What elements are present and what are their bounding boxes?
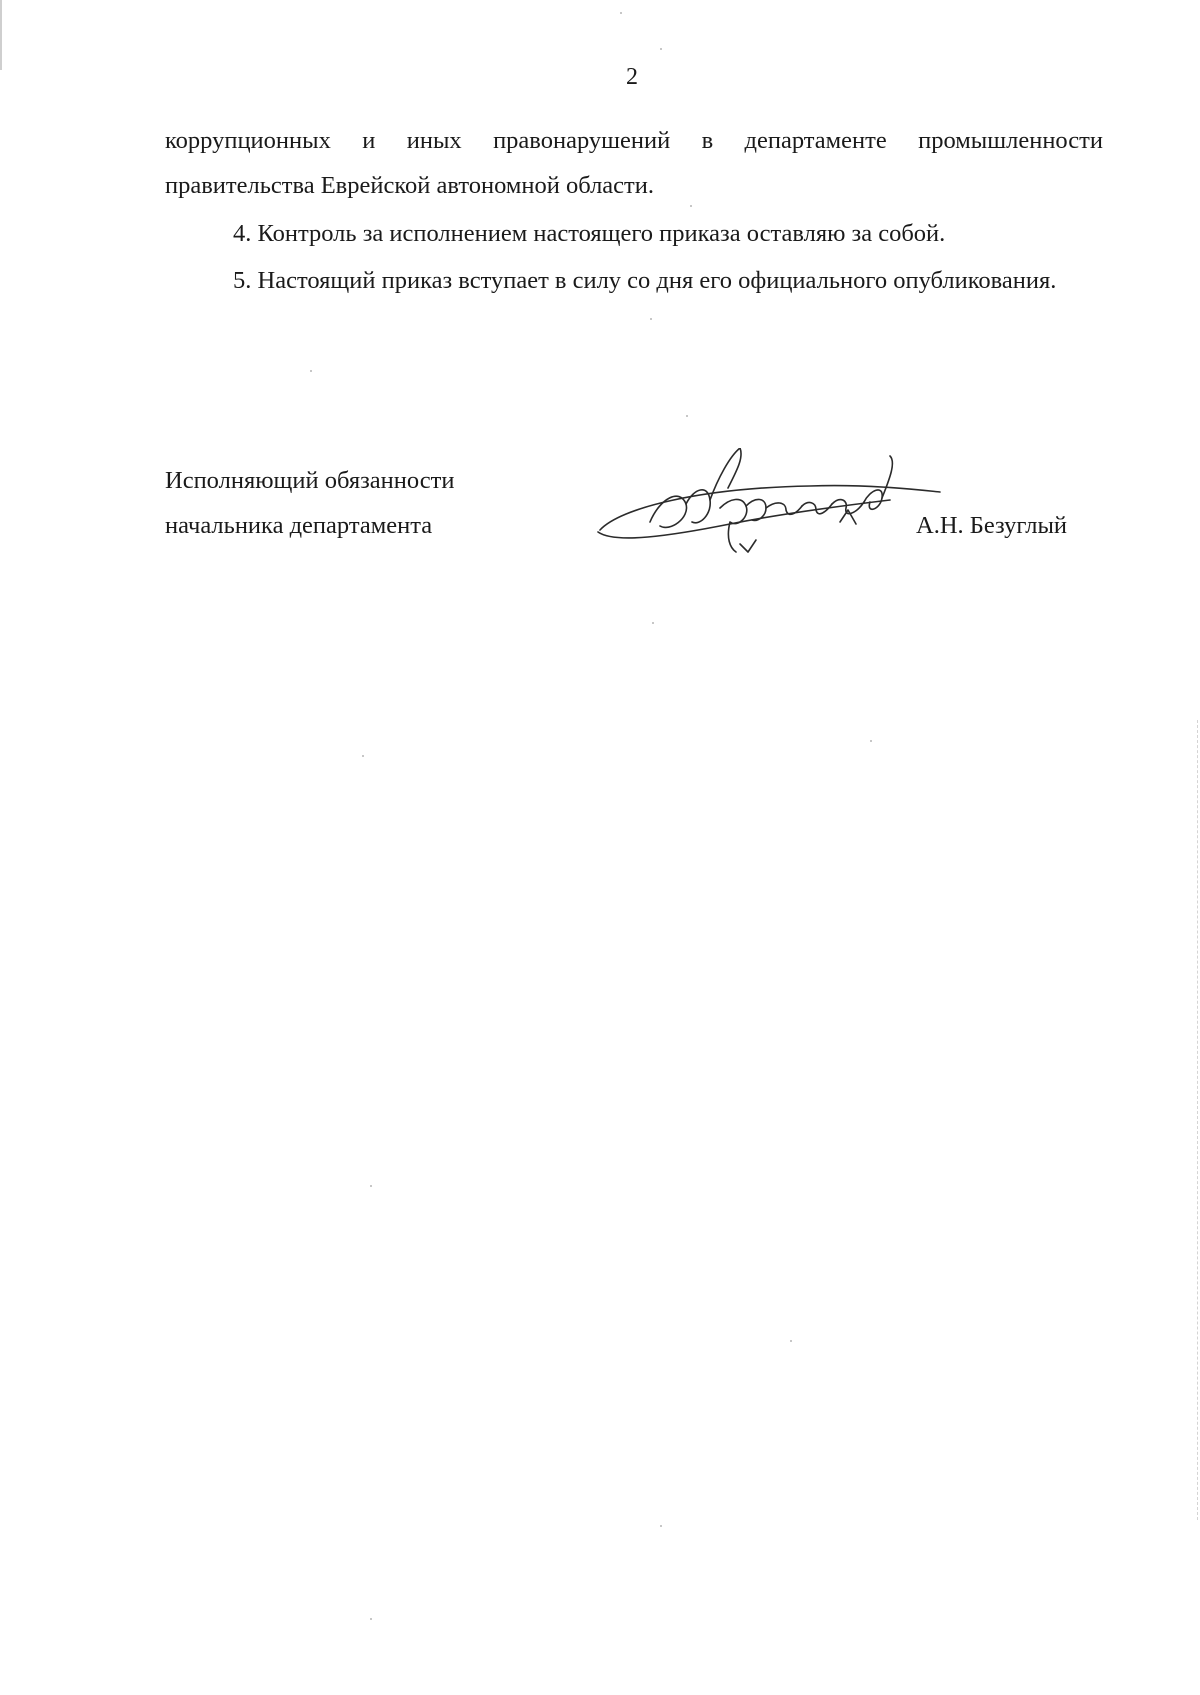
scan-speck — [370, 1185, 372, 1187]
scan-edge-mark — [1197, 720, 1199, 1520]
paragraph-item-5: 5. Настоящий приказ вступает в силу со дня его официального опубликования. — [233, 267, 1057, 294]
handwritten-signature — [590, 448, 950, 558]
paragraph-item-4: 4. Контроль за исполнением настоящего приказа оставляю за собой. — [233, 220, 946, 247]
scan-speck — [362, 755, 364, 757]
scan-speck — [660, 1525, 662, 1527]
scan-speck — [660, 48, 662, 50]
scan-speck — [650, 318, 652, 320]
scan-speck — [370, 1618, 372, 1620]
scan-speck — [790, 1340, 792, 1342]
paragraph-continuation: коррупционных и иных правонарушений в департаменте промышленности правительства Еврейской автономной области. — [165, 127, 1103, 199]
page-number: 2 — [626, 64, 638, 90]
scan-speck — [686, 415, 688, 417]
scan-speck — [620, 12, 622, 14]
signatory-name: А.Н. Безуглый — [916, 512, 1068, 539]
position-line-2: начальника департамента — [165, 512, 433, 539]
position-line-1: Исполняющий обязанности — [165, 467, 455, 494]
scan-speck — [310, 370, 312, 372]
signatory-position — [165, 458, 454, 548]
scan-speck — [870, 740, 872, 742]
scan-speck — [652, 622, 654, 624]
scan-edge-mark — [0, 0, 2, 70]
